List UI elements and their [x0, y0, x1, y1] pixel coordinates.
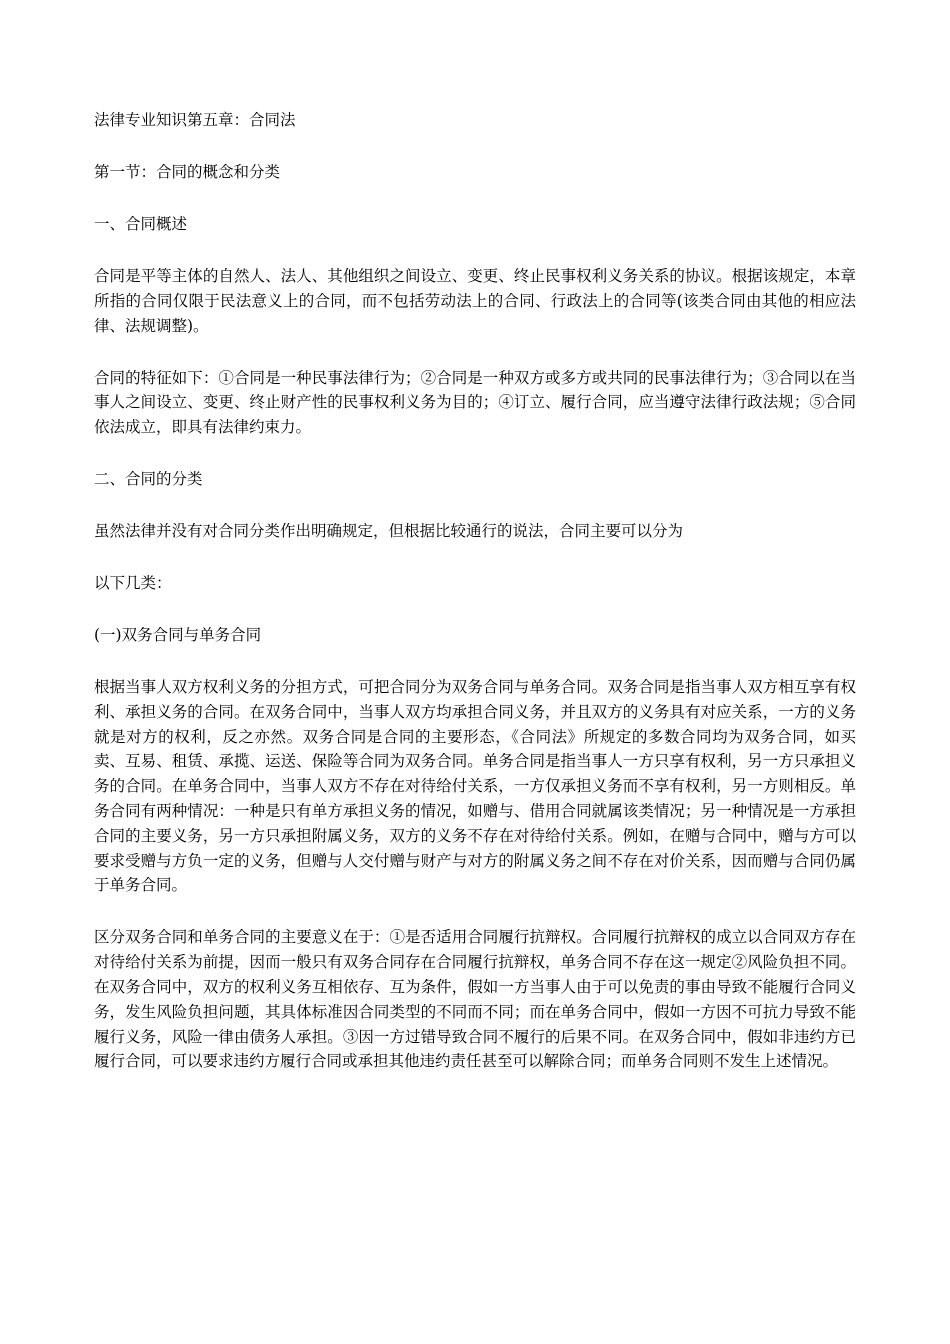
paragraph-bilateral-unilateral: 根据当事人双方权利义务的分担方式，可把合同分为双务合同与单务合同。双务合同是指当事人双方相互享有权利、承担义务的合同。在双务合同中，当事人双方均承担合同义务，并且双方的义务具有对应关系，一方的义务就是对方的权利，反之亦然。双务合同是合同的主要形态，《合同法》所规定的多数合同均为双务合同，如买卖、互易、租赁、承揽、运送、保险等合同为双务合同。单务合同是指当事人一方只享有权利，另一方只承担义务的合同。在单务合同中，当事人双方不存在对待给付关系，一方仅承担义务而不享有权利，另一方则相反。单务合同有两种情况：一种是只有单方承担义务的情况，如赠与、借用合同就属该类情况；另一种情况是一方承担合同的主要义务，另一方只承担附属义务，双方的义务不存在对待给付关系。例如，在赠与合同中，赠与方可以要求受赠与方负一定的义务，但赠与人交付赠与财产与对方的附属义务之间不存在对价关系，因而赠与合同仍属于单务合同。: [94, 678, 856, 895]
chapter-title: 法律专业知识第五章：合同法: [94, 111, 296, 129]
paragraph-features: 合同的特征如下：①合同是一种民事法律行为；②合同是一种双方或多方或共同的民事法律行为；③合同以在当事人之间设立、变更、终止财产性的民事权利义务为目的；④订立、履行合同，应当遵守法律行政法规；⑤合同依法成立，即具有法律约束力。: [94, 368, 856, 437]
subsection-title-bilateral-unilateral: (一)双务合同与单务合同: [94, 626, 262, 645]
subsection-title-overview: 一、合同概述: [94, 214, 188, 233]
paragraph-classification-lead: 以下几类：: [94, 574, 172, 593]
section-title: 第一节：合同的概念和分类: [94, 162, 281, 181]
subsection-title-classification: 二、合同的分类: [94, 470, 203, 489]
document-body: [94, 108, 856, 1074]
paragraph-classification-intro: 虽然法律并没有对合同分类作出明确规定，但根据比较通行的说法，合同主要可以分为: [94, 522, 684, 541]
paragraph-significance: 区分双务合同和单务合同的主要意义在于：①是否适用合同履行抗辩权。合同履行抗辩权的成立以合同双方存在对待给付关系为前提，因而一般只有双务合同存在合同履行抗辩权，单务合同不存在这一规定②风险负担不同。在双务合同中，双方的权利义务互相依存、互为条件，假如一方当事人由于可以免责的事由导致不能履行合同义务，发生风险负担问题，其具体标准因合同类型的不同而不同；而在单务合同中，假如一方因不可抗力导致不能履行义务，风险一律由债务人承担。③因一方过错导致合同不履行的后果不同。在双务合同中，假如非违约方已履行合同，可以要求违约方履行合同或承担其他违约责任甚至可以解除合同；而单务合同则不发生上述情况。: [94, 928, 856, 1071]
paragraph-definition: 合同是平等主体的自然人、法人、其他组织之间设立、变更、终止民事权利义务关系的协议。根据该规定，本章所指的合同仅限于民法意义上的合同，而不包括劳动法上的合同、行政法上的合同等(该类合同由其他的相应法律、法规调整)。: [94, 266, 856, 335]
